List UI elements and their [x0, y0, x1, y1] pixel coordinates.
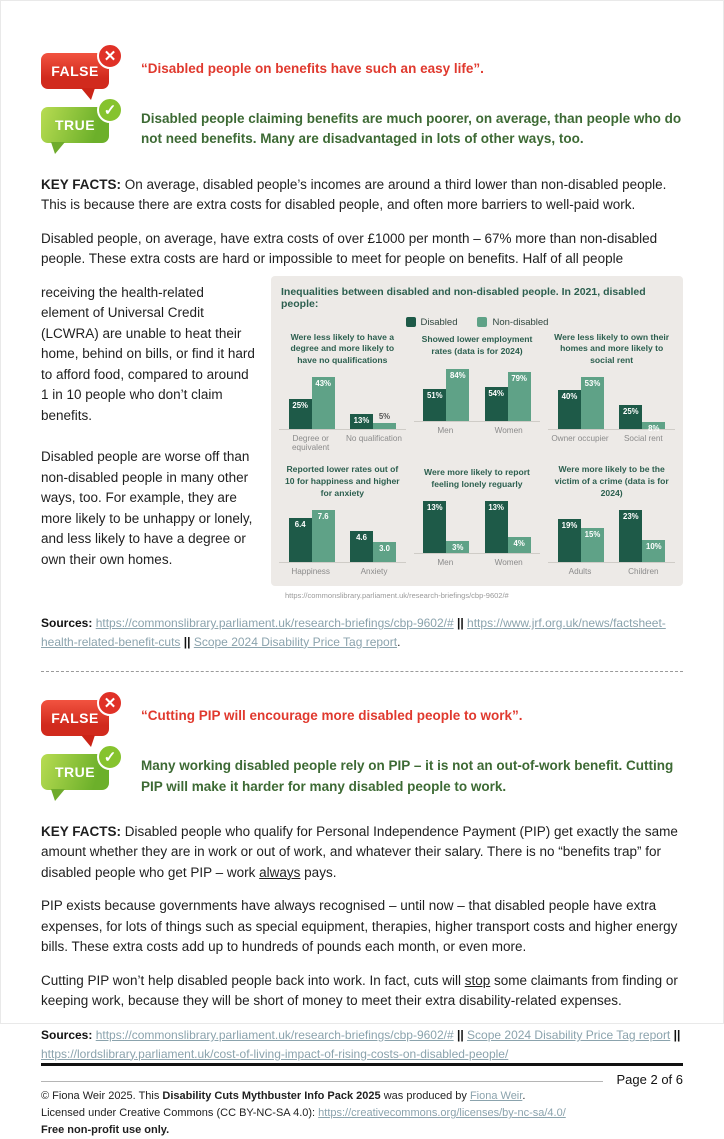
inequalities-chart: [271, 276, 683, 601]
truth-row-1: [41, 101, 683, 150]
x-icon: ✕: [97, 690, 123, 716]
category-label: Children: [628, 567, 659, 577]
disabled-bar: [558, 519, 581, 562]
chart-panel: [279, 332, 406, 453]
panel-subtitle: Were less likely to own their homes and more likely to social rent: [554, 331, 670, 365]
false-label: FALSE: [51, 710, 99, 727]
non-disabled-bar: [508, 372, 531, 421]
key-facts-label: KEY FACTS:: [41, 176, 122, 192]
bar-value-label: 3%: [452, 543, 464, 553]
text-chart-columns: [41, 276, 683, 601]
chart-title: Inequalities between disabled and non-disabled people. In 2021, disabled people:: [281, 285, 646, 310]
myth-statement-2: “Cutting PIP will encourage more disabled people to work”.: [141, 708, 523, 724]
copyright-line-1: © Fiona Weir 2025. This Disability Cuts Mythbuster Info Pack 2025 was produced by Fiona Weir.: [41, 1090, 526, 1103]
non-disabled-bar: [642, 540, 665, 563]
non-disabled-bar: [642, 422, 665, 433]
footer-row: [41, 1072, 683, 1087]
chart-panel: [279, 464, 406, 576]
panel-subtitle: Showed lower employment rates (data is for 2024): [421, 334, 533, 356]
legend-swatch-disabled: [406, 317, 416, 327]
chart-background: [271, 276, 683, 587]
bar-value-label: 43%: [315, 379, 331, 389]
check-icon: ✓: [97, 97, 123, 123]
bar-value-label: 53%: [584, 379, 601, 389]
category-label: Social rent: [623, 434, 663, 444]
category-label: Men: [437, 425, 454, 435]
bar-value-label: 13%: [488, 503, 504, 513]
bar-value-label: 13%: [353, 415, 370, 425]
sources-1: Sources: https://commonslibrary.parliament.uk/research-briefings/cbp-9602/# || https://www.jrf.org.uk/news/factsheet-health-related-benefit-cuts || Scope 2024 Disability Price Tag report.: [41, 616, 666, 649]
disabled-bar: [423, 501, 446, 553]
chart-panel: [548, 464, 675, 576]
disabled-bar: [485, 387, 508, 420]
non-disabled-bar: [373, 412, 396, 429]
chart-panel: [548, 332, 675, 453]
left-column-text: [41, 276, 255, 571]
bar-value-label: 84%: [450, 370, 466, 380]
non-disabled-bar: [312, 377, 335, 429]
myth-row-1: [41, 47, 683, 89]
source-link[interactable]: https://www.jrf.org.uk/news/factsheet-health-related-benefit-cuts: [41, 616, 666, 649]
chart-source-caption: https://commonslibrary.parliament.uk/research-briefings/cbp-9602/#: [285, 591, 509, 601]
non-disabled-bar: [446, 541, 469, 553]
bar-value-label: 51%: [427, 391, 443, 400]
false-badge: [41, 694, 123, 736]
true-label: TRUE: [54, 117, 96, 133]
category-label: Happiness: [291, 567, 330, 577]
panel-subtitle: Were more likely to report feeling lonely reguarly: [424, 467, 530, 489]
bubble-tail: [81, 88, 95, 100]
bar-value-label: 8%: [648, 423, 660, 433]
check-icon: ✓: [97, 744, 123, 770]
chart-legend: [279, 317, 675, 328]
non-disabled-bar: [373, 542, 396, 563]
disabled-bar: [558, 390, 581, 429]
source-link[interactable]: Scope 2024 Disability Price Tag report: [193, 634, 398, 649]
bar-value-label: 54%: [488, 389, 504, 399]
bubble-tail: [81, 735, 95, 747]
paragraph-intro: Disabled people, on average, have extra costs of over £1000 per month – 67% more than non-disabled people. These extra costs are hard or impossible to meet for people on benefits. Half of all people: [41, 230, 658, 267]
disabled-bar: [350, 414, 373, 430]
bar-value-label: 23%: [623, 512, 639, 522]
category-label: Anxiety: [360, 567, 388, 577]
source-link[interactable]: https://lordslibrary.parliament.uk/cost-of-living-impact-of-rising-costs-on-disabled-people/: [41, 1046, 509, 1061]
true-badge: [41, 101, 123, 143]
key-facts-label: KEY FACTS:: [41, 823, 122, 839]
bar-value-label: 25%: [292, 401, 308, 411]
bar-value-label: 5%: [378, 412, 391, 422]
bar-value-label: 19%: [561, 521, 578, 531]
pip-paragraph-2: PIP exists because governments have always recognised – until now – that disabled people have extra expenses, for lots of things such as special equipment, therapies, higher transport costs and higher energy bills. These extra costs add up to hundreds of pounds each month, or even more.: [41, 898, 678, 955]
copyright-line-3: Free non-profit use only.: [41, 1124, 170, 1137]
x-icon: ✕: [97, 43, 123, 69]
pip-paragraph-3: Cutting PIP won’t help disabled people back into work. In fact, cuts will stop some claimants from finding or keeping work, because they will be short of money to meet their extra disability-related expenses.: [41, 972, 678, 1009]
bar-value-label: 7.6: [317, 512, 329, 522]
non-disabled-bar: [312, 510, 335, 562]
bar-value-label: 4%: [513, 539, 525, 549]
chart-panel: [414, 332, 541, 453]
bar-value-label: 25%: [623, 406, 639, 416]
bar-value-label: 13%: [427, 503, 443, 513]
myth-row-2: [41, 694, 683, 736]
true-badge: [41, 748, 123, 790]
non-disabled-bar: [508, 537, 531, 553]
true-label: TRUE: [54, 764, 96, 781]
source-link[interactable]: https://commonslibrary.parliament.uk/research-briefings/cbp-9602/#: [95, 1027, 454, 1042]
bar-value-label: 6.4: [294, 520, 306, 530]
non-disabled-bar: [446, 369, 469, 421]
truth-statement-1: Disabled people claiming benefits are much poorer, on average, than people who do not need benefits. Many are disadvantaged in lots of other ways, too.: [141, 111, 682, 147]
footer-thin-line: [41, 1081, 603, 1082]
page-number: Page 2 of 6: [616, 1072, 683, 1088]
category-label: Women: [494, 425, 523, 435]
truth-row-2: [41, 748, 683, 797]
source-link[interactable]: https://commonslibrary.parliament.uk/research-briefings/cbp-9602/#: [95, 616, 454, 631]
source-link[interactable]: Scope 2024 Disability Price Tag report: [467, 1027, 671, 1042]
bar-value-label: 79%: [511, 373, 527, 383]
disabled-bar: [423, 389, 446, 421]
category-label: Adults: [568, 567, 592, 577]
legend-item-non-disabled: Non-disabled: [477, 317, 548, 328]
chart-grid: [279, 332, 675, 577]
legend-swatch-non-disabled: [477, 317, 487, 327]
author-link[interactable]: Fiona Weir: [469, 1090, 523, 1103]
page-footer: [41, 1063, 683, 1139]
panel-subtitle: Were less likely to have a degree and more likely to have no qualifications: [290, 331, 395, 365]
false-badge: [41, 47, 123, 89]
non-disabled-bar: [581, 528, 604, 562]
bar-value-label: 3.0: [379, 543, 390, 553]
panel-subtitle: Were more likely to be the victim of a crime (data is for 2024): [554, 464, 669, 498]
key-facts-2: KEY FACTS: Disabled people who qualify for Personal Independence Payment (PIP) get exactly the same amount whether they are in work or out of work, and whatever their salary. There is no “benefits trap” for disabled people who get PIP – work always pays.: [41, 823, 678, 880]
chart-panel: [414, 464, 541, 576]
disabled-bar: [289, 518, 312, 562]
bar-value-label: 15%: [584, 530, 601, 540]
false-label: FALSE: [51, 63, 99, 79]
category-label: Women: [494, 558, 523, 568]
disabled-bar: [350, 531, 373, 562]
column-paragraph-2: Disabled people are worse off than non-disabled people in many other ways, too. For example, they are more likely to be unhappy or lonely, and less likely to have a degree or own their own homes.: [41, 449, 253, 567]
bubble-tail: [51, 142, 65, 154]
panel-subtitle: Reported lower rates out of 10 for happiness and higher for anxiety: [285, 464, 400, 498]
bar-value-label: 40%: [561, 392, 578, 402]
disabled-bar: [485, 501, 508, 553]
category-label: No qualification: [346, 434, 402, 444]
category-label: Men: [437, 558, 454, 568]
bar-value-label: 4.6: [356, 532, 367, 542]
column-paragraph-1: receiving the health-related element of Universal Credit (LCWRA) are unable to heat their home, behind on bills, or find it hard to afford food, compared to around 1 in 10 people who don’t claim benefits.: [41, 284, 255, 423]
myth-statement-1: “Disabled people on benefits have such an easy life”.: [141, 61, 484, 76]
legend-item-disabled: Disabled: [406, 317, 458, 328]
category-label: Owner occupier: [551, 434, 609, 444]
disabled-bar: [289, 399, 312, 429]
category-label: Degree or equivalent: [292, 434, 330, 453]
section-divider: [41, 671, 683, 672]
footer-rule: [41, 1063, 683, 1066]
non-disabled-bar: [581, 377, 604, 429]
copyright-block: [41, 1088, 683, 1139]
disabled-bar: [619, 405, 642, 430]
license-link[interactable]: https://creativecommons.org/licenses/by-nc-sa/4.0/: [318, 1107, 566, 1120]
sources-2: Sources: https://commonslibrary.parliament.uk/research-briefings/cbp-9602/# || Scope 2024 Disability Price Tag report || https://lordslibrary.parliament.uk/cost-of-living-impact-of-rising-costs-on-disabled-people/: [41, 1027, 681, 1061]
bar-value-label: 10%: [646, 541, 662, 551]
copyright-line-2: Licensed under Creative Commons (CC BY-NC-SA 4.0): https://creativecommons.org/licenses/by-nc-sa/4.0/: [41, 1107, 566, 1120]
disabled-bar: [619, 510, 642, 562]
key-facts-1: KEY FACTS: On average, disabled people’s incomes are around a third lower than non-disabled people. This is because there are extra costs for disabled people, and often more barriers to well-paid work.: [41, 176, 667, 213]
bubble-tail: [51, 789, 65, 801]
truth-statement-2: Many working disabled people rely on PIP – it is not an out-of-work benefit. Cutting PIP will make it harder for many disabled people to work.: [141, 758, 674, 794]
